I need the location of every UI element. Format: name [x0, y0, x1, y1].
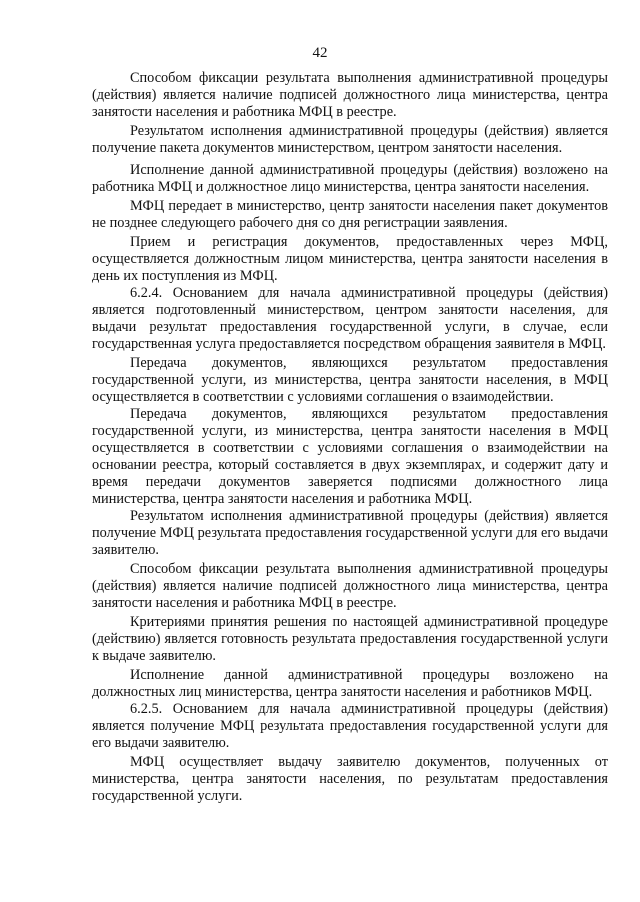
document-body	[92, 70, 608, 805]
paragraph: Способом фиксации результата выполнения административной процедуры (действия) является наличие подписей должностного лица министерства, центра занятости населения и работника МФЦ в реестре.	[92, 70, 608, 120]
paragraph: МФЦ осуществляет выдачу заявителю документов, полученных от министерства, центра занятости населения, по результатам предоставления государственной услуги.	[92, 754, 608, 804]
paragraph: Критериями принятия решения по настоящей административной процедуре (действию) является готовность результата предоставления государственной услуги к выдаче заявителю.	[92, 614, 608, 664]
paragraph: 6.2.4. Основанием для начала административной процедуры (действия) является подготовленный министерством, центром занятости населения, для выдачи результат предоставления государственной услуги, в случае, если государственная услуга предоставляется посредством обращения заявителя в МФЦ.	[92, 285, 608, 352]
paragraph: Исполнение данной административной процедуры возложено на должностных лиц министерства, центра занятости населения и работников МФЦ.	[92, 667, 608, 700]
paragraph: 6.2.5. Основанием для начала административной процедуры (действия) является получение МФЦ результата предоставления государственной услуги для его выдачи заявителю.	[92, 701, 608, 751]
paragraph: Передача документов, являющихся результатом предоставления государственной услуги, из министерства, центра занятости населения в МФЦ осуществляется в соответствии с условиями соглашения о взаимодействии на основании реестра, который составляется в двух экземплярах, и содержит дату и время передачи документов заверяется подписями должностного лица министерства, центра занятости населения и работника МФЦ.	[92, 406, 608, 507]
paragraph: Исполнение данной административной процедуры (действия) возложено на работника МФЦ и должностное лицо министерства, центра занятости населения.	[92, 162, 608, 195]
paragraph: Способом фиксации результата выполнения административной процедуры (действия) является наличие подписей должностного лица министерства, центра занятости населения и работника МФЦ в реестре.	[92, 561, 608, 611]
paragraph: Прием и регистрация документов, предоставленных через МФЦ, осуществляется должностным лицом министерства, центра занятости населения в день их поступления из МФЦ.	[92, 234, 608, 284]
paragraph: Результатом исполнения административной процедуры (действия) является получение МФЦ результата предоставления государственной услуги для его выдачи заявителю.	[92, 508, 608, 558]
paragraph: Передача документов, являющихся результатом предоставления государственной услуги, из министерства, центра занятости населения, в МФЦ осуществляется в соответствии с условиями соглашения о взаимодействии.	[92, 355, 608, 405]
paragraph: МФЦ передает в министерство, центр занятости населения пакет документов не позднее следующего рабочего дня со дня регистрации заявления.	[92, 198, 608, 231]
page-number: 42	[312, 45, 328, 61]
paragraph: Результатом исполнения административной процедуры (действия) является получение пакета документов министерством, центром занятости населения.	[92, 123, 608, 156]
